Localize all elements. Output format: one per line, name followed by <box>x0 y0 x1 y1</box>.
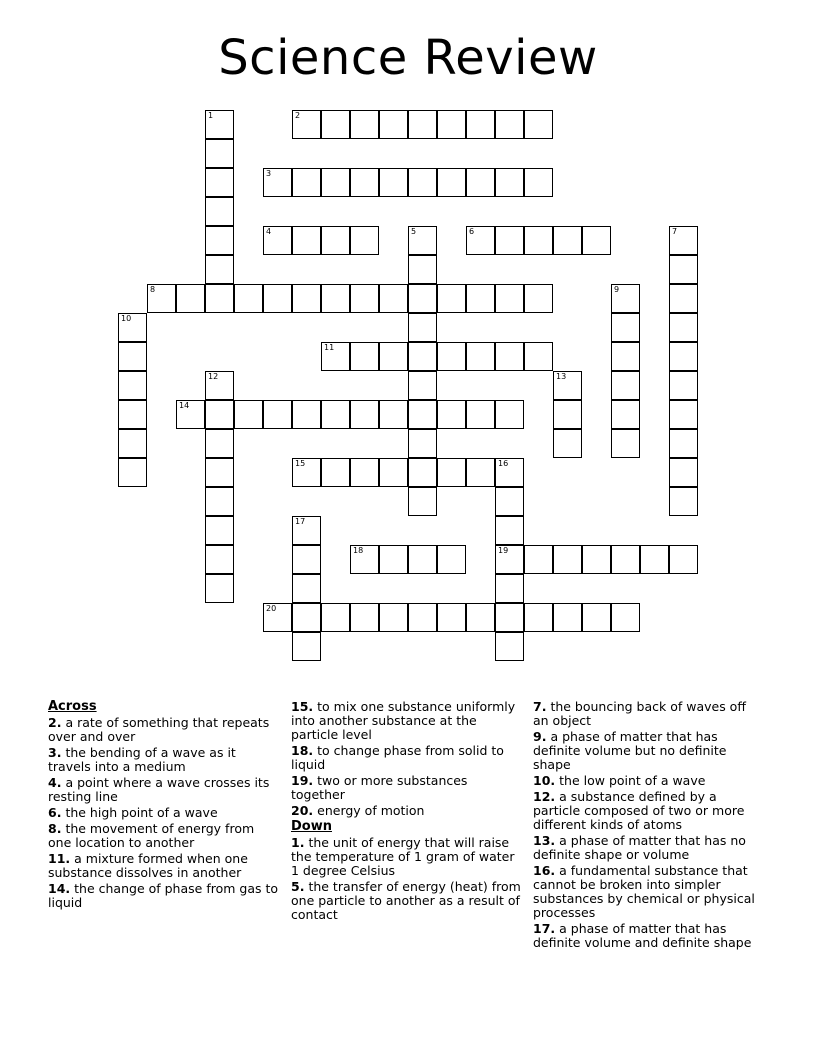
crossword-cell[interactable] <box>292 603 321 632</box>
crossword-cell[interactable] <box>495 632 524 661</box>
crossword-cell[interactable] <box>524 226 553 255</box>
crossword-cell[interactable] <box>611 603 640 632</box>
clue-across-11: 11. a mixture formed when one substance dissolves in another <box>48 851 248 880</box>
clue-down-13: 13. a phase of matter that has no definite shape or volume <box>533 833 746 862</box>
crossword-cell[interactable] <box>205 371 234 400</box>
crossword-cell[interactable] <box>408 168 437 197</box>
crossword-cell[interactable] <box>524 342 553 371</box>
crossword-cell[interactable] <box>205 255 234 284</box>
crossword-cell[interactable] <box>408 226 437 255</box>
crossword-cell[interactable] <box>466 603 495 632</box>
clue-across-20: 20. energy of motion <box>291 803 425 818</box>
crossword-cell[interactable] <box>379 110 408 139</box>
cell-number: 10 <box>121 314 132 323</box>
crossword-cell[interactable] <box>611 284 640 313</box>
crossword-cell[interactable] <box>495 168 524 197</box>
cell-number: 20 <box>266 604 277 613</box>
crossword-cell[interactable] <box>379 603 408 632</box>
crossword-cell[interactable] <box>437 603 466 632</box>
cell-number: 13 <box>556 372 567 381</box>
clue-across-2: 2. a rate of something that repeats over and over <box>48 715 270 744</box>
crossword-cell[interactable] <box>466 400 495 429</box>
clue-down-17: 17. a phase of matter that has definite volume and definite shape <box>533 921 752 950</box>
crossword-cell[interactable] <box>408 545 437 574</box>
crossword-cell[interactable] <box>147 284 176 313</box>
crossword-cell[interactable] <box>205 168 234 197</box>
crossword-cell[interactable] <box>350 168 379 197</box>
crossword-cell[interactable] <box>350 545 379 574</box>
crossword-cell[interactable] <box>408 284 437 313</box>
crossword-cell[interactable] <box>495 545 524 574</box>
crossword-cell[interactable] <box>495 574 524 603</box>
crossword-cell[interactable] <box>205 516 234 545</box>
crossword-cell[interactable] <box>495 603 524 632</box>
cell-number: 7 <box>672 227 678 236</box>
crossword-cell[interactable] <box>582 545 611 574</box>
cell-number: 14 <box>179 401 190 410</box>
crossword-cell[interactable] <box>495 400 524 429</box>
crossword-cell[interactable] <box>263 603 292 632</box>
crossword-cell[interactable] <box>669 371 698 400</box>
crossword-cell[interactable] <box>524 603 553 632</box>
crossword-cell[interactable] <box>292 400 321 429</box>
crossword-cell[interactable] <box>321 458 350 487</box>
crossword-cell[interactable] <box>611 429 640 458</box>
crossword-cell[interactable] <box>437 458 466 487</box>
crossword-cell[interactable] <box>321 110 350 139</box>
crossword-cell[interactable] <box>205 545 234 574</box>
crossword-cell[interactable] <box>263 226 292 255</box>
clue-across-19: 19. two or more substances together <box>291 773 468 802</box>
crossword-cell[interactable] <box>379 284 408 313</box>
clue-down-9: 9. a phase of matter that has definite volume but no definite shape <box>533 729 727 772</box>
crossword-cell[interactable] <box>321 342 350 371</box>
crossword-cell[interactable] <box>292 574 321 603</box>
crossword-cell[interactable] <box>350 603 379 632</box>
crossword-cell[interactable] <box>553 400 582 429</box>
clue-across-8: 8. the movement of energy from one location to another <box>48 821 255 850</box>
crossword-cell[interactable] <box>263 168 292 197</box>
crossword-cell[interactable] <box>350 284 379 313</box>
crossword-cell[interactable] <box>524 110 553 139</box>
crossword-cell[interactable] <box>611 545 640 574</box>
crossword-cell[interactable] <box>669 487 698 516</box>
crossword-cell[interactable] <box>205 400 234 429</box>
crossword-cell[interactable] <box>524 545 553 574</box>
crossword-cell[interactable] <box>669 545 698 574</box>
clue-across-3: 3. the bending of a wave as it travels into a medium <box>48 745 236 774</box>
crossword-cell[interactable] <box>118 400 147 429</box>
crossword-cell[interactable] <box>350 458 379 487</box>
crossword-cell[interactable] <box>408 603 437 632</box>
crossword-cell[interactable] <box>640 545 669 574</box>
crossword-cell[interactable] <box>379 168 408 197</box>
crossword-cell[interactable] <box>408 255 437 284</box>
crossword-cell[interactable] <box>437 400 466 429</box>
crossword-cell[interactable] <box>350 226 379 255</box>
crossword-cell[interactable] <box>669 284 698 313</box>
crossword-cell[interactable] <box>292 168 321 197</box>
crossword-cell[interactable] <box>205 458 234 487</box>
cell-number: 6 <box>469 227 475 236</box>
crossword-cell[interactable] <box>466 458 495 487</box>
crossword-cell[interactable] <box>379 458 408 487</box>
crossword-cell[interactable] <box>495 110 524 139</box>
crossword-cell[interactable] <box>379 400 408 429</box>
crossword-cell[interactable] <box>437 110 466 139</box>
crossword-cell[interactable] <box>553 603 582 632</box>
clue-down-5: 5. the transfer of energy (heat) from one particle to another as a result of contact <box>291 879 521 922</box>
down-heading: Down <box>291 819 332 834</box>
crossword-cell[interactable] <box>611 342 640 371</box>
crossword-cell[interactable] <box>553 545 582 574</box>
clue-down-16: 16. a fundamental substance that cannot be broken into simpler substances by chemical or physical processes <box>533 863 755 920</box>
crossword-cell[interactable] <box>553 429 582 458</box>
clue-across-4: 4. a point where a wave crosses its resting line <box>48 775 270 804</box>
crossword-cell[interactable] <box>582 226 611 255</box>
crossword-cell[interactable] <box>379 545 408 574</box>
cell-number: 2 <box>295 111 301 120</box>
crossword-cell[interactable] <box>669 226 698 255</box>
clue-across-6: 6. the high point of a wave <box>48 805 218 820</box>
cell-number: 5 <box>411 227 417 236</box>
crossword-cell[interactable] <box>118 342 147 371</box>
crossword-cell[interactable] <box>553 371 582 400</box>
crossword-cell[interactable] <box>118 313 147 342</box>
crossword-cell[interactable] <box>118 458 147 487</box>
crossword-cell[interactable] <box>466 342 495 371</box>
crossword-cell[interactable] <box>408 400 437 429</box>
clue-down-12: 12. a substance defined by a particle composed of two or more different kinds of atoms <box>533 789 745 832</box>
crossword-cell[interactable] <box>669 400 698 429</box>
crossword-cell[interactable] <box>321 400 350 429</box>
cell-number: 3 <box>266 169 272 178</box>
crossword-cell[interactable] <box>669 313 698 342</box>
crossword-cell[interactable] <box>205 429 234 458</box>
crossword-cell[interactable] <box>437 284 466 313</box>
crossword-cell[interactable] <box>205 574 234 603</box>
crossword-cell[interactable] <box>321 226 350 255</box>
crossword-cell[interactable] <box>408 487 437 516</box>
crossword-cell[interactable] <box>466 284 495 313</box>
crossword-cell[interactable] <box>292 632 321 661</box>
crossword-cell[interactable] <box>205 139 234 168</box>
clue-down-1: 1. the unit of energy that will raise the temperature of 1 gram of water 1 degree Celsius <box>291 835 515 878</box>
crossword-cell[interactable] <box>437 168 466 197</box>
crossword-cell[interactable] <box>321 168 350 197</box>
clues-column-3 <box>533 700 765 952</box>
crossword-cell[interactable] <box>408 313 437 342</box>
crossword-cell[interactable] <box>205 110 234 139</box>
crossword-cell[interactable] <box>176 400 205 429</box>
cell-number: 4 <box>266 227 272 236</box>
crossword-cell[interactable] <box>611 400 640 429</box>
crossword-cell[interactable] <box>263 284 292 313</box>
crossword-cell[interactable] <box>205 226 234 255</box>
crossword-cell[interactable] <box>408 110 437 139</box>
crossword-cell[interactable] <box>466 226 495 255</box>
clue-across-14: 14. the change of phase from gas to liquid <box>48 881 279 910</box>
cell-number: 1 <box>208 111 214 120</box>
crossword-cell[interactable] <box>292 110 321 139</box>
crossword-cell[interactable] <box>292 516 321 545</box>
page-title: Science Review <box>218 30 598 86</box>
crossword-cell[interactable] <box>495 284 524 313</box>
crossword-cell[interactable] <box>350 400 379 429</box>
crossword-cell[interactable] <box>437 342 466 371</box>
crossword-cell[interactable] <box>408 342 437 371</box>
crossword-cell[interactable] <box>205 197 234 226</box>
crossword-cell[interactable] <box>350 342 379 371</box>
crossword-cell[interactable] <box>292 226 321 255</box>
crossword-cell[interactable] <box>176 284 205 313</box>
crossword-cell[interactable] <box>118 429 147 458</box>
crossword-cell[interactable] <box>205 284 234 313</box>
crossword-cell[interactable] <box>408 429 437 458</box>
crossword-cell[interactable] <box>379 342 408 371</box>
cell-number: 18 <box>353 546 364 555</box>
crossword-cell[interactable] <box>524 284 553 313</box>
crossword-cell[interactable] <box>669 429 698 458</box>
crossword-cell[interactable] <box>234 284 263 313</box>
clue-down-10: 10. the low point of a wave <box>533 773 706 788</box>
crossword-cell[interactable] <box>321 603 350 632</box>
cell-number: 8 <box>150 285 156 294</box>
cell-number: 11 <box>324 343 335 352</box>
crossword-cell[interactable] <box>553 226 582 255</box>
clues-column-2 <box>291 700 523 924</box>
crossword-cell[interactable] <box>524 168 553 197</box>
crossword-cell[interactable] <box>495 458 524 487</box>
crossword-cell[interactable] <box>408 458 437 487</box>
cell-number: 19 <box>498 546 509 555</box>
crossword-cell[interactable] <box>582 603 611 632</box>
cell-number: 15 <box>295 459 306 468</box>
crossword-cell[interactable] <box>611 313 640 342</box>
crossword-cell[interactable] <box>408 371 437 400</box>
crossword-cell[interactable] <box>437 545 466 574</box>
clue-down-7: 7. the bouncing back of waves off an object <box>533 699 746 728</box>
crossword-cell[interactable] <box>669 255 698 284</box>
clue-across-15: 15. to mix one substance uniformly into another substance at the particle level <box>291 699 516 742</box>
crossword-cell[interactable] <box>292 545 321 574</box>
crossword-cell[interactable] <box>205 487 234 516</box>
cell-number: 16 <box>498 459 509 468</box>
crossword-cell[interactable] <box>495 487 524 516</box>
clue-across-18: 18. to change phase from solid to liquid <box>291 743 504 772</box>
crossword-cell[interactable] <box>611 371 640 400</box>
crossword-cell[interactable] <box>350 110 379 139</box>
crossword-cell[interactable] <box>495 342 524 371</box>
crossword-cell[interactable] <box>495 226 524 255</box>
clues-column-1 <box>48 700 280 912</box>
crossword-cell[interactable] <box>118 371 147 400</box>
crossword-cell[interactable] <box>495 516 524 545</box>
crossword-cell[interactable] <box>669 458 698 487</box>
crossword-cell[interactable] <box>292 458 321 487</box>
cell-number: 12 <box>208 372 219 381</box>
crossword-cell[interactable] <box>321 284 350 313</box>
cell-number: 9 <box>614 285 620 294</box>
crossword-cell[interactable] <box>466 110 495 139</box>
crossword-cell[interactable] <box>263 400 292 429</box>
crossword-cell[interactable] <box>292 284 321 313</box>
cell-number: 17 <box>295 517 306 526</box>
crossword-cell[interactable] <box>234 400 263 429</box>
crossword-cell[interactable] <box>669 342 698 371</box>
crossword-cell[interactable] <box>466 168 495 197</box>
across-heading: Across <box>48 699 97 714</box>
